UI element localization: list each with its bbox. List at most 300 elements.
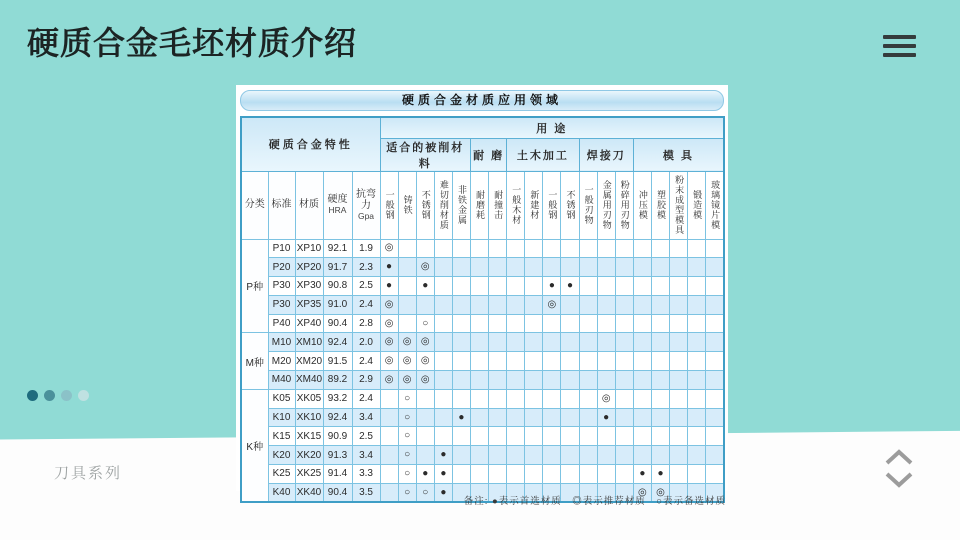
mark-cell (579, 333, 597, 352)
usage-header: 用 途 (380, 117, 724, 138)
pagination-dot-active[interactable] (27, 390, 38, 401)
mark-cell (507, 314, 525, 333)
mark-cell (670, 277, 688, 296)
material-cell: XK15 (295, 427, 323, 446)
mark-cell (688, 314, 706, 333)
mark-cell (507, 352, 525, 371)
table-row (241, 239, 724, 258)
mark-cell (670, 333, 688, 352)
mark-cell (489, 239, 507, 258)
mark-cell (416, 427, 434, 446)
mark-cell: ○ (398, 408, 416, 427)
mark-cell (579, 446, 597, 465)
hardness-cell: 92.4 (323, 333, 352, 352)
mark-cell (543, 239, 561, 258)
mark-cell (615, 389, 633, 408)
mark-cell (579, 277, 597, 296)
standard-cell: M10 (268, 333, 295, 352)
use-column-header: 冲压模 (633, 171, 651, 239)
mark-cell (633, 277, 651, 296)
mark-cell (561, 389, 579, 408)
property-column-label: 抗弯力 (356, 188, 377, 212)
menu-bar (883, 44, 916, 48)
material-cell: XK40 (295, 483, 323, 502)
mark-cell (651, 408, 669, 427)
standard-cell: P30 (268, 295, 295, 314)
mark-cell (633, 295, 651, 314)
mark-cell (525, 371, 543, 390)
mark-cell (561, 295, 579, 314)
bending-strength-cell: 2.4 (352, 389, 380, 408)
mark-cell (670, 389, 688, 408)
mark-cell (670, 446, 688, 465)
mark-cell (507, 427, 525, 446)
mark-cell (543, 446, 561, 465)
mark-cell (525, 465, 543, 484)
mark-cell (471, 239, 489, 258)
mark-cell: ● (561, 277, 579, 296)
bending-strength-cell: 2.4 (352, 352, 380, 371)
mark-cell (651, 258, 669, 277)
hardness-cell: 90.8 (323, 277, 352, 296)
mark-cell (434, 427, 452, 446)
mark-cell (507, 371, 525, 390)
mark-cell (633, 389, 651, 408)
bending-strength-cell: 2.5 (352, 427, 380, 446)
mark-cell: ◎ (380, 352, 398, 371)
mark-cell (670, 258, 688, 277)
mark-cell (452, 371, 470, 390)
use-column-header: 非铁金属 (452, 171, 470, 239)
mark-cell (706, 446, 724, 465)
mark-cell (579, 465, 597, 484)
mark-cell (561, 408, 579, 427)
mark-cell (651, 446, 669, 465)
use-column-header: 耐撞击 (489, 171, 507, 239)
mark-cell (471, 352, 489, 371)
mark-cell (688, 371, 706, 390)
mark-cell (706, 389, 724, 408)
standard-cell: K15 (268, 427, 295, 446)
mark-cell (543, 408, 561, 427)
pagination-dot[interactable] (44, 390, 55, 401)
mark-cell (615, 314, 633, 333)
mark-cell (416, 295, 434, 314)
mark-cell: ● (434, 483, 452, 502)
mark-cell (688, 352, 706, 371)
mark-cell (398, 239, 416, 258)
mark-cell (452, 258, 470, 277)
mark-cell (434, 333, 452, 352)
standard-cell: K40 (268, 483, 295, 502)
mark-cell (525, 333, 543, 352)
mark-cell (706, 465, 724, 484)
mark-cell: ◎ (416, 258, 434, 277)
mark-cell (579, 295, 597, 314)
mark-cell (452, 314, 470, 333)
mark-cell: ○ (416, 483, 434, 502)
mark-cell (489, 314, 507, 333)
table-title: 硬质合金材质应用领域 (240, 90, 724, 111)
use-column-header: 铸铁 (398, 171, 416, 239)
mark-cell (543, 258, 561, 277)
group-header: 耐 磨 (471, 138, 507, 171)
mark-cell: ○ (398, 427, 416, 446)
mark-cell (561, 427, 579, 446)
mark-cell (579, 371, 597, 390)
material-cell: XK05 (295, 389, 323, 408)
bending-strength-cell: 3.5 (352, 483, 380, 502)
mark-cell (452, 389, 470, 408)
table-row (241, 258, 724, 277)
material-cell: XP10 (295, 239, 323, 258)
mark-cell (579, 389, 597, 408)
mark-cell (651, 277, 669, 296)
mark-cell (688, 295, 706, 314)
mark-cell (633, 333, 651, 352)
mark-cell (706, 408, 724, 427)
mark-cell (633, 371, 651, 390)
mark-cell (434, 239, 452, 258)
standard-cell: P10 (268, 239, 295, 258)
standard-cell: M40 (268, 371, 295, 390)
mark-cell (434, 352, 452, 371)
mark-cell (688, 258, 706, 277)
mark-cell (471, 333, 489, 352)
mark-cell (706, 239, 724, 258)
series-label: 刀具系列 (54, 465, 123, 482)
table-panel (236, 85, 728, 498)
bending-strength-cell: 3.3 (352, 465, 380, 484)
table-row (241, 314, 724, 333)
use-column-header: 一般钢 (543, 171, 561, 239)
mark-cell (452, 333, 470, 352)
mark-cell (543, 371, 561, 390)
material-cell: XK25 (295, 465, 323, 484)
mark-cell (525, 427, 543, 446)
mark-cell (507, 277, 525, 296)
property-column-label: 分类 (244, 199, 265, 211)
mark-cell: ◎ (380, 333, 398, 352)
use-column-header: 不锈钢 (561, 171, 579, 239)
mark-cell (633, 408, 651, 427)
menu-bar (883, 53, 916, 57)
mark-cell (525, 277, 543, 296)
standard-cell: K05 (268, 389, 295, 408)
mark-cell (380, 389, 398, 408)
mark-cell (615, 352, 633, 371)
mark-cell (633, 314, 651, 333)
mark-cell (670, 314, 688, 333)
bending-strength-cell: 1.9 (352, 239, 380, 258)
chevron-down-icon[interactable] (884, 471, 914, 489)
mark-cell (579, 314, 597, 333)
mark-cell (507, 295, 525, 314)
group-header: 模 具 (633, 138, 724, 171)
mark-cell (688, 446, 706, 465)
bending-strength-cell: 2.5 (352, 277, 380, 296)
properties-header: 硬质合金特性 (241, 117, 380, 171)
mark-cell (651, 314, 669, 333)
hamburger-menu-icon[interactable] (883, 35, 916, 57)
property-column-label: 材质 (299, 199, 319, 211)
mark-cell (561, 314, 579, 333)
mark-cell (452, 239, 470, 258)
mark-cell (561, 371, 579, 390)
use-column-header: 一般木材 (507, 171, 525, 239)
table-row (241, 295, 724, 314)
hardness-cell: 91.0 (323, 295, 352, 314)
mark-cell (597, 446, 615, 465)
mark-cell (651, 295, 669, 314)
mark-cell (525, 446, 543, 465)
mark-cell (688, 239, 706, 258)
mark-cell (615, 408, 633, 427)
table-row (241, 352, 724, 371)
mark-cell (434, 314, 452, 333)
bending-strength-cell: 2.0 (352, 333, 380, 352)
mark-cell (579, 352, 597, 371)
mark-cell (434, 277, 452, 296)
group-header: 适合的被削材料 (380, 138, 470, 171)
mark-cell: ◎ (543, 295, 561, 314)
mark-cell (507, 258, 525, 277)
category-cell: M种 (241, 333, 268, 389)
mark-cell (471, 408, 489, 427)
mark-cell: ● (452, 408, 470, 427)
bending-strength-cell: 2.3 (352, 258, 380, 277)
mark-cell: ● (380, 258, 398, 277)
mark-cell (471, 371, 489, 390)
bending-strength-cell: 2.9 (352, 371, 380, 390)
mark-cell (452, 446, 470, 465)
mark-cell (380, 408, 398, 427)
mark-cell (670, 465, 688, 484)
mark-cell: ◎ (380, 295, 398, 314)
hardness-cell: 89.2 (323, 371, 352, 390)
mark-cell (471, 295, 489, 314)
mark-cell (597, 239, 615, 258)
mark-cell: ◎ (380, 371, 398, 390)
mark-cell (452, 352, 470, 371)
pagination-dot[interactable] (78, 390, 89, 401)
standard-cell: M20 (268, 352, 295, 371)
mark-cell: ○ (398, 465, 416, 484)
property-column-label: 标准 (271, 199, 292, 211)
hardness-cell: 92.4 (323, 408, 352, 427)
mark-cell (633, 427, 651, 446)
mark-cell: ○ (416, 314, 434, 333)
table-row (241, 371, 724, 390)
mark-cell (597, 465, 615, 484)
mark-cell (670, 239, 688, 258)
hardness-cell: 90.9 (323, 427, 352, 446)
table-row (241, 408, 724, 427)
use-column-header: 玻璃镜片模 (706, 171, 724, 239)
mark-cell (471, 427, 489, 446)
mark-cell (525, 239, 543, 258)
property-column-label: Gpa (357, 210, 375, 221)
mark-cell (561, 352, 579, 371)
standard-cell: K25 (268, 465, 295, 484)
mark-cell (507, 239, 525, 258)
category-cell: K种 (241, 389, 268, 502)
mark-cell (507, 389, 525, 408)
standard-cell: P30 (268, 277, 295, 296)
mark-cell (561, 258, 579, 277)
category-cell: P种 (241, 239, 268, 333)
mark-cell: ◎ (633, 483, 651, 502)
mark-cell: ◎ (597, 389, 615, 408)
mark-cell (507, 408, 525, 427)
mark-cell: ◎ (398, 333, 416, 352)
mark-cell (380, 465, 398, 484)
mark-cell (615, 295, 633, 314)
mark-cell (434, 371, 452, 390)
mark-cell (507, 333, 525, 352)
mark-cell: ◎ (651, 483, 669, 502)
table-row (241, 333, 724, 352)
mark-cell: ● (434, 446, 452, 465)
mark-cell (452, 465, 470, 484)
mark-cell (398, 258, 416, 277)
material-cell: XM40 (295, 371, 323, 390)
use-column-header: 粉碎用刃物 (615, 171, 633, 239)
mark-cell (688, 465, 706, 484)
property-column-header (323, 171, 352, 239)
mark-cell (579, 239, 597, 258)
mark-cell (452, 277, 470, 296)
mark-cell (615, 258, 633, 277)
chevron-up-icon[interactable] (884, 448, 914, 466)
mark-cell (615, 446, 633, 465)
mark-cell (471, 277, 489, 296)
mark-cell (471, 465, 489, 484)
hardness-cell: 91.5 (323, 352, 352, 371)
use-column-header: 粉末成型模具 (670, 171, 688, 239)
table-row (241, 465, 724, 484)
hardness-cell: 91.7 (323, 258, 352, 277)
mark-cell (597, 314, 615, 333)
mark-cell (471, 389, 489, 408)
use-column-header: 金属用刃物 (597, 171, 615, 239)
mark-cell (706, 314, 724, 333)
mark-cell (561, 465, 579, 484)
standard-cell: P40 (268, 314, 295, 333)
mark-cell (579, 408, 597, 427)
mark-cell (489, 295, 507, 314)
mark-cell (597, 427, 615, 446)
menu-bar (883, 35, 916, 39)
mark-cell (489, 371, 507, 390)
mark-cell: ● (651, 465, 669, 484)
mark-cell (688, 427, 706, 446)
material-cell: XP35 (295, 295, 323, 314)
hardness-cell: 90.4 (323, 483, 352, 502)
mark-cell (615, 465, 633, 484)
mark-cell (398, 295, 416, 314)
mark-cell (380, 427, 398, 446)
mark-cell (615, 333, 633, 352)
property-column-label: HRA (328, 204, 347, 215)
standard-cell: K10 (268, 408, 295, 427)
mark-cell (398, 314, 416, 333)
mark-cell (706, 295, 724, 314)
property-column-header (268, 171, 295, 239)
mark-cell (471, 258, 489, 277)
mark-cell (525, 295, 543, 314)
material-cell: XP30 (295, 277, 323, 296)
mark-cell (670, 408, 688, 427)
mark-cell (670, 295, 688, 314)
slide-nav (884, 448, 914, 489)
mark-cell: ● (597, 408, 615, 427)
mark-cell: ● (543, 277, 561, 296)
material-cell: XM10 (295, 333, 323, 352)
mark-cell (579, 427, 597, 446)
mark-cell (489, 333, 507, 352)
mark-cell (416, 446, 434, 465)
table-row (241, 277, 724, 296)
mark-cell (597, 295, 615, 314)
material-cell: XK10 (295, 408, 323, 427)
mark-cell (597, 352, 615, 371)
mark-cell (651, 371, 669, 390)
mark-cell: ◎ (398, 371, 416, 390)
mark-cell (543, 333, 561, 352)
mark-cell (615, 371, 633, 390)
mark-cell: ○ (398, 446, 416, 465)
mark-cell (489, 465, 507, 484)
mark-cell (561, 446, 579, 465)
use-column-header: 锻造模 (688, 171, 706, 239)
mark-cell (416, 389, 434, 408)
mark-cell (471, 314, 489, 333)
mark-cell (597, 371, 615, 390)
mark-cell (434, 295, 452, 314)
mark-cell (615, 427, 633, 446)
mark-cell (525, 389, 543, 408)
mark-cell (471, 446, 489, 465)
hardness-cell: 91.3 (323, 446, 352, 465)
mark-cell (380, 446, 398, 465)
mark-cell (489, 277, 507, 296)
material-cell: XP20 (295, 258, 323, 277)
mark-cell (670, 427, 688, 446)
pagination-dot[interactable] (61, 390, 72, 401)
use-column-header: 塑胶模 (651, 171, 669, 239)
mark-cell: ● (633, 465, 651, 484)
mark-cell (670, 371, 688, 390)
mark-cell (706, 333, 724, 352)
standard-cell: K20 (268, 446, 295, 465)
mark-cell (651, 333, 669, 352)
material-cell: XP40 (295, 314, 323, 333)
mark-cell (633, 239, 651, 258)
mark-cell: ● (380, 277, 398, 296)
mark-cell (525, 258, 543, 277)
mark-cell (688, 389, 706, 408)
mark-cell (525, 408, 543, 427)
mark-cell (489, 389, 507, 408)
mark-cell (615, 239, 633, 258)
property-column-header (352, 171, 380, 239)
mark-cell (706, 371, 724, 390)
mark-cell (543, 465, 561, 484)
mark-cell (452, 427, 470, 446)
mark-cell (706, 277, 724, 296)
mark-cell (507, 465, 525, 484)
